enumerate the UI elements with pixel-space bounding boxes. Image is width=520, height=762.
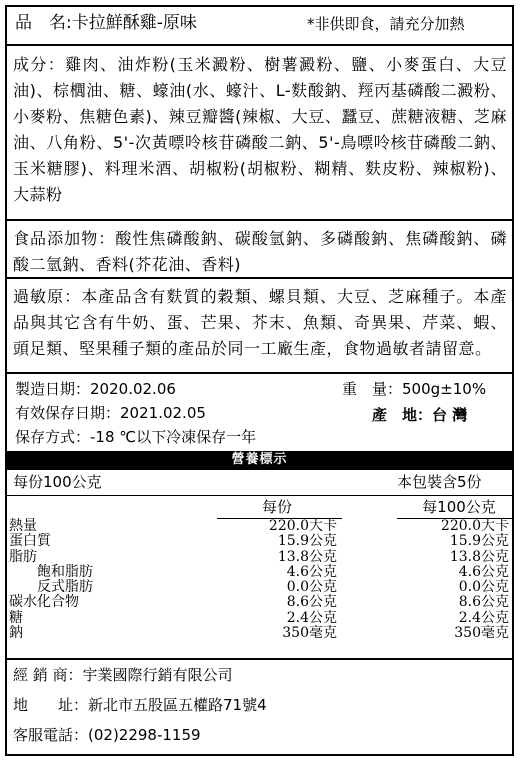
origin-value: 台 灣 <box>432 406 468 424</box>
nutrient-per-100g: 350毫克 <box>454 625 509 642</box>
mfg-date <box>15 378 176 400</box>
ingredients-label: 成分： <box>13 55 66 74</box>
nutrient-row <box>7 565 512 580</box>
nutrient-per-serving: 0.0公克 <box>286 579 337 596</box>
nutrition-title: 營養標示 <box>7 451 512 469</box>
divider <box>7 277 512 279</box>
servings-per-pack: 本包裝含5份 <box>397 473 482 491</box>
allergen <box>13 284 507 362</box>
nutrient-per-100g: 0.0公克 <box>458 579 509 596</box>
exp-date-label: 有效保存日期： <box>15 404 121 422</box>
divider <box>7 219 512 221</box>
nutrient-row <box>7 534 512 549</box>
divider <box>7 469 512 470</box>
additives-text: 酸性焦磷酸鈉、碳酸氫鈉、多磷酸鈉、焦磷酸鈉、磷酸二氫鈉、香料(芥花油、香料) <box>13 229 507 274</box>
origin-label: 產 地： <box>372 406 433 424</box>
nutrient-per-100g: 8.6公克 <box>458 594 509 611</box>
nutrient-per-serving: 13.8公克 <box>277 548 337 565</box>
ingredients <box>13 52 507 208</box>
nutrient-table <box>7 519 512 641</box>
nutrient-name: 反式脂肪 <box>37 579 93 596</box>
nutrient-name: 熱量 <box>9 518 37 534</box>
nutrient-per-serving: 220.0大卡 <box>268 518 337 534</box>
ingredients-text: 雞肉、油炸粉(玉米澱粉、樹薯澱粉、鹽、小麥蛋白、大豆油)、棕櫚油、糖、蠔油(水、蠔汁、L-麩酸鈉、羥丙基磷酸二澱粉、小麥粉、焦糖色素)、辣豆瓣醬(辣椒、大豆、蠶豆、蔗糖液糖、芝麻油、八角粉、5'-次黃嘌呤核苷磷酸二鈉、5'-鳥嘌呤核苷磷酸二鈉、玉米糖膠)、料理米酒、胡椒粉(胡椒粉、糊精、麩皮粉、辣椒粉)、大蒜粉 <box>13 55 507 204</box>
nutrient-per-100g: 2.4公克 <box>458 609 509 626</box>
phone-value: (02)2298-1159 <box>88 726 201 744</box>
product-name-label: 品 名 <box>15 13 66 33</box>
nutrient-per-100g: 4.6公克 <box>458 563 509 580</box>
nutrient-name: 蛋白質 <box>9 533 51 550</box>
nutrient-per-100g: 220.0大卡 <box>440 518 509 534</box>
nutrient-name: 飽和脂肪 <box>37 563 93 580</box>
storage-label: 保存方式： <box>15 428 91 446</box>
nutrient-name: 碳水化合物 <box>9 594 79 611</box>
net-weight-label: 重 量： <box>342 380 403 398</box>
address-label: 地 址： <box>13 696 89 714</box>
nutrient-row <box>7 550 512 565</box>
storage <box>15 426 256 448</box>
phone <box>13 723 201 747</box>
nutrient-name: 糖 <box>9 609 23 626</box>
phone-label: 客服電話： <box>13 726 89 744</box>
nutrient-name: 脂肪 <box>9 548 37 565</box>
address <box>13 693 267 717</box>
distributor <box>13 663 233 687</box>
distributor-value: 宇業國際行銷有限公司 <box>82 666 233 684</box>
nutrient-per-100g: 15.9公克 <box>449 533 509 550</box>
nutrient-per-serving: 15.9公克 <box>277 533 337 550</box>
product-name-value: 卡拉鮮酥雞-原味 <box>71 13 197 33</box>
address-value: 新北市五股區五權路71號4 <box>88 696 267 714</box>
net-weight-value: 500g±10% <box>402 380 487 398</box>
exp-date <box>15 402 206 424</box>
nutrient-name: 鈉 <box>9 625 23 642</box>
divider <box>7 372 512 374</box>
nutrient-row <box>7 626 512 641</box>
allergen-text: 本產品含有麩質的穀類、螺貝類、大豆、芝麻種子。本產品與其它含有牛奶、蛋、芒果、芥末、魚類、奇異果、芹菜、蝦、頭足類、堅果種子類的產品於同一工廠生產，食物過敏者請留意。 <box>13 287 507 358</box>
nutrient-per-serving: 8.6公克 <box>286 594 337 611</box>
nutrient-per-serving: 350毫克 <box>282 625 337 642</box>
divider <box>7 44 512 46</box>
nutrient-per-serving: 2.4公克 <box>286 609 337 626</box>
nutrient-row <box>7 580 512 595</box>
nutrient-per-serving: 4.6公克 <box>286 563 337 580</box>
product-label <box>5 5 514 756</box>
exp-date-value: 2021.02.05 <box>120 404 206 422</box>
nutrient-per-100g: 13.8公克 <box>449 548 509 565</box>
allergen-label: 過敏原： <box>13 287 82 306</box>
distributor-label: 經 銷 商： <box>13 666 83 684</box>
storage-value: -18 ℃以下冷凍保存一年 <box>90 428 257 446</box>
nutrient-row <box>7 595 512 610</box>
col-header-per-100g: 每100公克 <box>422 498 496 516</box>
nutrient-row <box>7 519 512 534</box>
serving-size: 每份100公克 <box>13 473 102 491</box>
additives <box>13 226 507 278</box>
product-name-row: 品 名:卡拉鮮酥雞-原味 <box>15 13 197 33</box>
additives-label: 食品添加物： <box>13 229 116 248</box>
mfg-date-value: 2020.02.06 <box>90 380 176 398</box>
net-weight <box>342 378 486 400</box>
divider <box>7 658 512 660</box>
col-header-per-serving: 每份 <box>261 498 292 516</box>
mfg-date-label: 製造日期： <box>15 380 91 398</box>
heating-note: *非供即食，請充分加熱 <box>307 15 465 33</box>
nutrient-row <box>7 611 512 626</box>
origin <box>372 404 467 426</box>
